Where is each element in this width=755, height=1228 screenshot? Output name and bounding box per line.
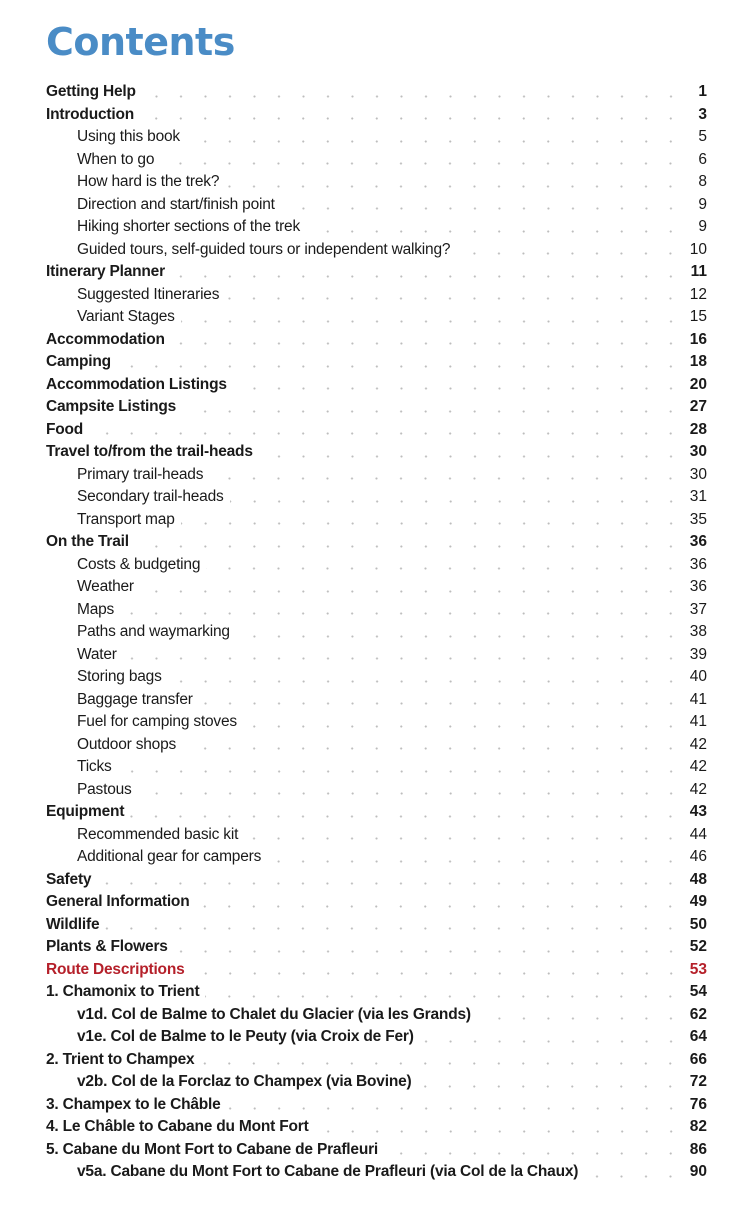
dot-leader: [209, 477, 683, 480]
toc-entry[interactable]: [46, 621, 707, 644]
toc-entry[interactable]: [46, 846, 707, 869]
toc-entry[interactable]: [46, 1161, 707, 1184]
toc-entry-page: 11: [690, 263, 707, 280]
toc-entry-label: Accommodation: [46, 330, 165, 348]
dot-leader: [182, 410, 683, 413]
toc-entry[interactable]: [46, 734, 707, 757]
toc-entry-label: How hard is the trek?: [77, 173, 220, 190]
toc-entry[interactable]: [46, 959, 707, 982]
dot-leader: [584, 1175, 683, 1178]
toc-entry-label: Campsite Listings: [46, 398, 177, 415]
toc-entry[interactable]: [46, 126, 707, 149]
toc-entry[interactable]: [46, 284, 707, 307]
dot-leader: [236, 635, 683, 638]
toc-entry-page: 36: [689, 533, 707, 550]
toc-entry-page: 15: [689, 308, 707, 325]
dot-leader: [206, 567, 683, 570]
dot-leader: [191, 972, 683, 975]
toc-entry[interactable]: [46, 1049, 707, 1072]
toc-entry-page: 49: [689, 893, 707, 910]
dot-leader: [135, 545, 683, 548]
dot-leader: [199, 702, 683, 705]
dot-leader: [182, 747, 683, 750]
toc-entry-page: 82: [689, 1118, 707, 1135]
dot-leader: [118, 770, 683, 773]
dot-leader: [281, 207, 683, 210]
toc-entry-page: 8: [698, 173, 707, 190]
toc-entry[interactable]: [46, 801, 707, 824]
toc-entry-page: 31: [689, 488, 707, 505]
toc-entry[interactable]: [46, 149, 707, 172]
toc-entry[interactable]: [46, 531, 707, 554]
toc-entry-page: 90: [689, 1163, 707, 1180]
toc-entry-label: Hiking shorter sections of the trek: [77, 218, 301, 235]
toc-entry-page: 42: [689, 758, 707, 775]
toc-entry-label: 4. Le Châble to Cabane du Mont Fort: [46, 1118, 309, 1135]
toc-entry-page: 39: [689, 645, 707, 663]
dot-leader: [140, 590, 683, 593]
toc-entry-label: Pastous: [77, 780, 132, 798]
toc-entry-page: 42: [689, 780, 707, 798]
dot-leader: [195, 905, 683, 908]
toc-entry-label: Storing bags: [77, 668, 162, 685]
toc-entry-page: 10: [689, 240, 707, 258]
toc-entry-page: 16: [689, 330, 707, 348]
toc-entry[interactable]: [46, 666, 707, 689]
toc-entry[interactable]: [46, 1139, 707, 1162]
toc-entry-page: 3: [698, 105, 707, 123]
dot-leader: [384, 1152, 683, 1155]
toc-entry-label: Additional gear for campers: [77, 848, 262, 865]
toc-entry-label: Direction and start/finish point: [77, 195, 275, 213]
toc-entry[interactable]: [46, 329, 707, 352]
dot-leader: [456, 252, 683, 255]
dot-leader: [168, 680, 683, 683]
toc-entry-page: 40: [689, 668, 707, 685]
dot-leader: [105, 927, 683, 930]
toc-entry[interactable]: [46, 396, 707, 419]
toc-entry-page: 28: [689, 420, 707, 438]
page-title: Contents: [46, 20, 235, 64]
toc-entry[interactable]: [46, 1116, 707, 1139]
toc-entry[interactable]: [46, 486, 707, 509]
toc-entry[interactable]: [46, 441, 707, 464]
toc-entry-label: Water: [77, 645, 117, 663]
dot-leader: [138, 792, 683, 795]
toc-entry[interactable]: [46, 554, 707, 577]
dot-leader: [140, 117, 683, 120]
toc-entry-page: 5: [698, 128, 707, 145]
toc-entry-page: 36: [689, 578, 707, 595]
toc-entry-page: 50: [689, 915, 707, 933]
toc-entry-page: 12: [689, 285, 707, 303]
toc-entry-label: Weather: [77, 578, 134, 595]
toc-entry[interactable]: [46, 756, 707, 779]
toc-entry[interactable]: [46, 509, 707, 532]
dot-leader: [160, 162, 683, 165]
toc-entry[interactable]: [46, 599, 707, 622]
toc-entry[interactable]: [46, 261, 707, 284]
toc-entry[interactable]: [46, 824, 707, 847]
toc-entry[interactable]: [46, 239, 707, 262]
toc-entry-page: 44: [689, 825, 707, 843]
toc-entry-page: 43: [689, 803, 707, 820]
dot-leader: [267, 860, 683, 863]
dot-leader: [420, 1040, 683, 1043]
toc-entry[interactable]: [46, 779, 707, 802]
toc-entry-label: Primary trail-heads: [77, 465, 204, 483]
toc-entry-page: 41: [689, 713, 707, 730]
toc-entry-page: 72: [689, 1073, 707, 1090]
toc-entry-label: Paths and waymarking: [77, 623, 230, 640]
table-of-contents: [46, 81, 707, 1184]
toc-entry-label: Plants & Flowers: [46, 938, 168, 955]
toc-entry-page: 42: [689, 735, 707, 753]
toc-entry-label: Food: [46, 420, 84, 438]
toc-entry-page: 41: [689, 690, 707, 708]
toc-entry-page: 66: [689, 1050, 707, 1068]
dot-leader: [417, 1085, 683, 1088]
toc-entry-label: Baggage transfer: [77, 690, 193, 708]
toc-entry-label: Fuel for camping stoves: [77, 713, 237, 730]
toc-entry-label: Guided tours, self-guided tours or independent walking?: [77, 240, 451, 258]
dot-leader: [89, 432, 683, 435]
toc-entry[interactable]: [46, 1026, 707, 1049]
toc-entry-label: Costs & budgeting: [77, 555, 201, 573]
toc-entry-label: Variant Stages: [77, 308, 175, 325]
toc-entry-label: Introduction: [46, 105, 134, 123]
dot-leader: [243, 725, 683, 728]
toc-entry-page: 20: [689, 375, 707, 393]
toc-entry-page: 52: [689, 938, 707, 955]
toc-entry-label: 1. Chamonix to Trient: [46, 983, 200, 1000]
toc-entry[interactable]: [46, 306, 707, 329]
toc-entry-label: Equipment: [46, 803, 125, 820]
dot-leader: [130, 815, 683, 818]
toc-entry-label: Suggested Itineraries: [77, 285, 220, 303]
dot-leader: [123, 657, 683, 660]
toc-entry-label: v5a. Cabane du Mont Fort to Cabane de Prafleuri (via Col de la Chaux): [77, 1163, 579, 1180]
toc-entry-label: v1e. Col de Balme to le Peuty (via Croix de Fer): [77, 1028, 414, 1045]
dot-leader: [227, 1107, 683, 1110]
dot-leader: [117, 365, 683, 368]
toc-entry-label: Maps: [77, 600, 115, 618]
dot-leader: [230, 500, 683, 503]
toc-entry[interactable]: [46, 644, 707, 667]
toc-entry-label: Itinerary Planner: [46, 263, 165, 280]
toc-entry[interactable]: [46, 576, 707, 599]
toc-entry[interactable]: [46, 981, 707, 1004]
dot-leader: [181, 320, 683, 323]
toc-entry[interactable]: [46, 81, 707, 104]
toc-entry-page: 30: [689, 465, 707, 483]
dot-leader: [225, 185, 683, 188]
toc-entry-label: On the Trail: [46, 533, 129, 550]
toc-entry-label: Ticks: [77, 758, 112, 775]
toc-entry[interactable]: [46, 351, 707, 374]
dot-leader: [306, 230, 683, 233]
toc-entry-page: 37: [689, 600, 707, 618]
toc-entry-label: When to go: [77, 150, 155, 168]
toc-entry[interactable]: [46, 464, 707, 487]
dot-leader: [259, 455, 683, 458]
toc-entry-page: 64: [689, 1028, 707, 1045]
toc-entry[interactable]: [46, 171, 707, 194]
toc-entry-label: Safety: [46, 870, 92, 888]
toc-entry-label: 2. Trient to Champex: [46, 1050, 195, 1068]
toc-entry-label: Accommodation Listings: [46, 375, 227, 393]
toc-entry-page: 48: [689, 870, 707, 888]
toc-entry-label: General Information: [46, 893, 190, 910]
toc-entry-page: 9: [698, 218, 707, 235]
toc-entry[interactable]: [46, 936, 707, 959]
toc-entry-page: 76: [689, 1095, 707, 1113]
toc-entry-label: Camping: [46, 353, 111, 370]
toc-entry-page: 46: [689, 848, 707, 865]
toc-entry-label: Getting Help: [46, 83, 136, 100]
toc-entry-page: 53: [689, 960, 707, 978]
toc-entry[interactable]: [46, 1004, 707, 1027]
dot-leader: [142, 95, 683, 98]
toc-entry[interactable]: [46, 891, 707, 914]
toc-entry[interactable]: [46, 914, 707, 937]
toc-entry-label: v1d. Col de Balme to Chalet du Glacier (via les Grands): [77, 1005, 471, 1023]
toc-entry-page: 18: [689, 353, 707, 370]
toc-entry-page: 54: [689, 983, 707, 1000]
toc-entry[interactable]: [46, 1071, 707, 1094]
toc-entry[interactable]: [46, 1094, 707, 1117]
toc-entry[interactable]: [46, 419, 707, 442]
toc-entry[interactable]: [46, 869, 707, 892]
toc-entry-label: Using this book: [77, 128, 180, 145]
dot-leader: [205, 995, 683, 998]
dot-leader: [244, 837, 683, 840]
dot-leader: [233, 387, 683, 390]
toc-entry-label: 5. Cabane du Mont Fort to Cabane de Prafleuri: [46, 1140, 379, 1158]
toc-entry-page: 38: [689, 623, 707, 640]
toc-entry-page: 35: [689, 510, 707, 528]
toc-entry[interactable]: [46, 104, 707, 127]
toc-entry[interactable]: [46, 216, 707, 239]
toc-entry-label: Recommended basic kit: [77, 825, 239, 843]
dot-leader: [97, 882, 683, 885]
dot-leader: [120, 612, 683, 615]
toc-entry-label: Transport map: [77, 510, 175, 528]
toc-entry-label: Secondary trail-heads: [77, 488, 224, 505]
toc-entry-page: 27: [689, 398, 707, 415]
dot-leader: [171, 342, 683, 345]
toc-entry-page: 9: [698, 195, 707, 213]
dot-leader: [186, 140, 683, 143]
dot-leader: [225, 297, 683, 300]
toc-entry-page: 86: [689, 1140, 707, 1158]
toc-entry-label: Travel to/from the trail-heads: [46, 443, 253, 460]
toc-entry[interactable]: [46, 194, 707, 217]
dot-leader: [174, 950, 683, 953]
toc-entry[interactable]: [46, 689, 707, 712]
toc-entry[interactable]: [46, 374, 707, 397]
toc-entry-page: 1: [698, 83, 707, 100]
toc-entry-page: 62: [689, 1005, 707, 1023]
toc-entry-label: 3. Champex to le Châble: [46, 1095, 221, 1113]
toc-entry[interactable]: [46, 711, 707, 734]
toc-entry-label: v2b. Col de la Forclaz to Champex (via Bovine): [77, 1073, 412, 1090]
toc-entry-label: Outdoor shops: [77, 735, 177, 753]
dot-leader: [315, 1130, 683, 1133]
toc-entry-page: 36: [689, 555, 707, 573]
toc-entry-label: Wildlife: [46, 915, 100, 933]
dot-leader: [477, 1017, 683, 1020]
toc-entry-page: 30: [689, 443, 707, 460]
dot-leader: [171, 275, 683, 278]
dot-leader: [200, 1062, 683, 1065]
toc-entry-page: 6: [698, 150, 707, 168]
dot-leader: [181, 522, 683, 525]
toc-entry-label: Route Descriptions: [46, 960, 185, 978]
